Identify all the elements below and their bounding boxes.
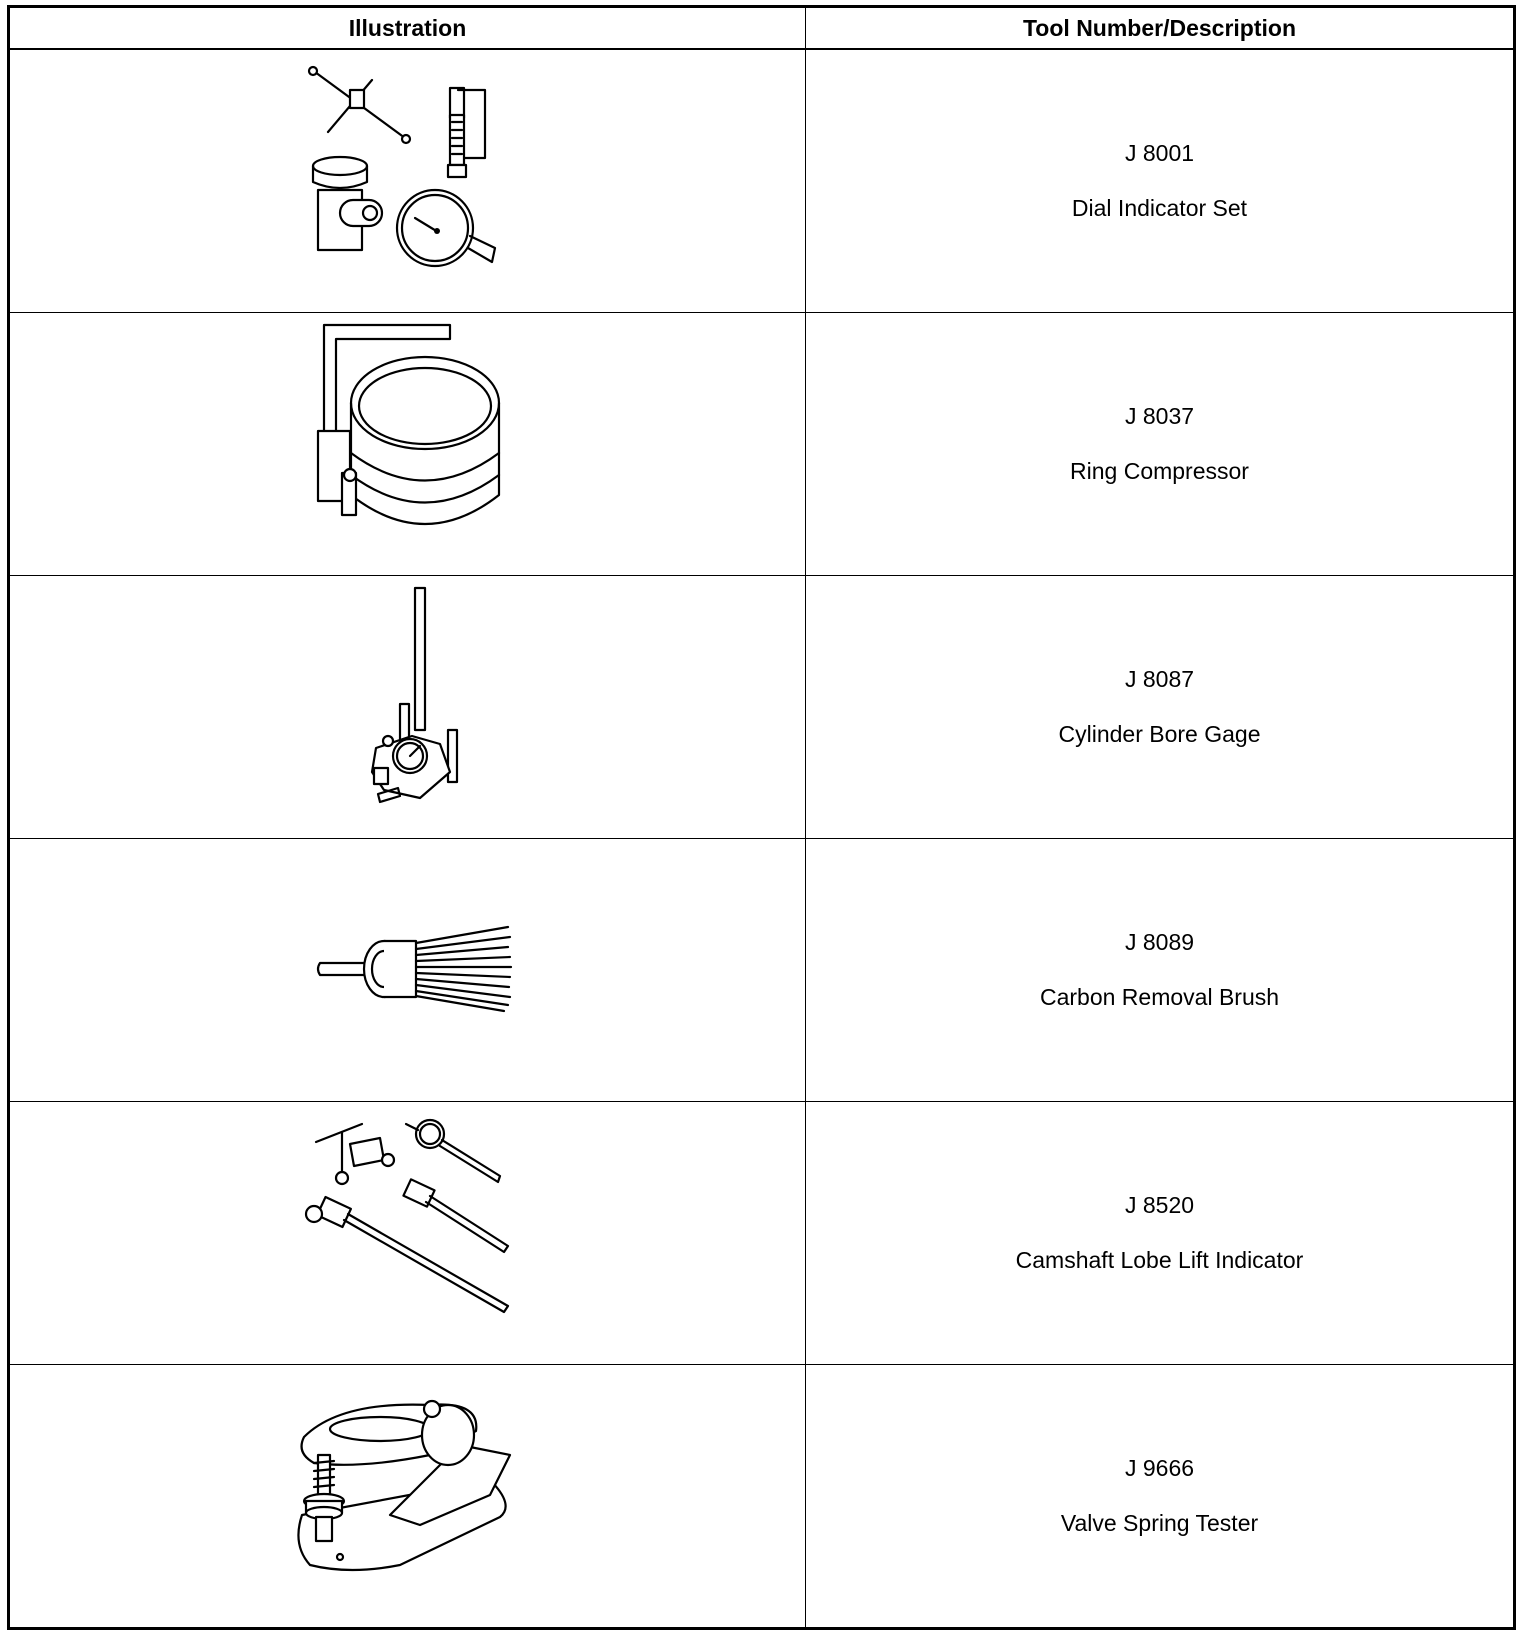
- valve-spring-tester-icon: [280, 1365, 540, 1627]
- header-row: [9, 7, 1515, 50]
- header-tool-description: Tool Number/Description: [806, 7, 1515, 50]
- table-row: [9, 576, 1515, 839]
- table-row: [9, 1102, 1515, 1365]
- header-illustration: Illustration: [9, 7, 806, 50]
- tool-name: Dial Indicator Set: [1071, 195, 1248, 221]
- tool-description-cell: [806, 313, 1515, 576]
- illustration-cell: [9, 49, 806, 313]
- ring-compressor-icon: [280, 313, 540, 575]
- tool-name: Carbon Removal Brush: [1039, 984, 1280, 1010]
- tool-number: J 8089: [1124, 929, 1195, 955]
- tool-description-cell: [806, 49, 1515, 313]
- tool-name: Cylinder Bore Gage: [1058, 721, 1261, 747]
- tool-description-cell: [806, 1365, 1515, 1629]
- tool-number: J 8087: [1124, 666, 1195, 692]
- tool-description-cell: [806, 576, 1515, 839]
- camshaft-lobe-lift-indicator-icon: [280, 1102, 540, 1364]
- tool-name: Ring Compressor: [1070, 458, 1249, 484]
- table-row: [9, 1365, 1515, 1629]
- table-row: [9, 839, 1515, 1102]
- illustration-cell: [9, 1365, 806, 1629]
- table-row: [9, 313, 1515, 576]
- carbon-removal-brush-icon: [280, 839, 540, 1101]
- table-row: [9, 49, 1515, 313]
- tool-number: J 8037: [1124, 403, 1195, 429]
- special-tools-table: [7, 5, 1516, 1630]
- tool-name: Valve Spring Tester: [1060, 1510, 1259, 1536]
- illustration-cell: [9, 313, 806, 576]
- dial-indicator-set-icon: [280, 50, 540, 312]
- cylinder-bore-gage-icon: [280, 576, 540, 838]
- illustration-cell: [9, 1102, 806, 1365]
- illustration-cell: [9, 576, 806, 839]
- tool-number: J 8520: [1124, 1192, 1195, 1218]
- tool-number: J 8001: [1124, 140, 1195, 166]
- tool-number: J 9666: [1124, 1455, 1195, 1481]
- tool-description-cell: [806, 839, 1515, 1102]
- tool-name: Camshaft Lobe Lift Indicator: [1015, 1247, 1304, 1273]
- illustration-cell: [9, 839, 806, 1102]
- tool-description-cell: [806, 1102, 1515, 1365]
